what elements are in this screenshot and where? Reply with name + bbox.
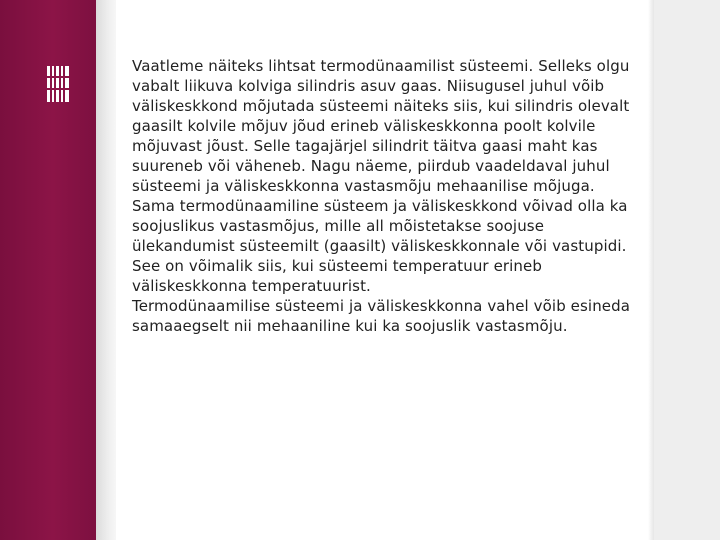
paragraph-mechanical-interaction: Vaatleme näiteks lihtsat termodünaamilist süsteemi. Selleks olgu vabalt liikuva kolviga silindris asuv gaas. Niisugusel juhul võib väliskeskkond mõjutada süsteemi näiteks siis, kui silindris olevalt gaasilt kolvile mõjuv jõud erineb väliskeskkonna poolt kolvile mõjuvast jõust. Selle tagajärjel silindrit täitva gaasi maht kas suureneb või väheneb. Nagu näeme, piirdub vaadeldaval juhul süsteemi ja väliskeskkonna vastasmõju mehaanilise mõjuga. (132, 57, 630, 195)
slide-body-text (132, 56, 632, 336)
grid-logo-icon (47, 66, 69, 102)
paragraph-combined-interaction: Termodünaamilise süsteemi ja väliskeskkonna vahel võib esineda samaaegselt nii mehaaniline kui ka soojuslik vastasmõju. (132, 297, 631, 335)
paragraph-thermal-interaction: Sama termodünaamiline süsteem ja väliskeskkond võivad olla ka soojuslikus vastasmõjus, mille all mõistetakse soojuse ülekandumist süsteemilt (gaasilt) väliskeskkonnale või vastupidi. See on võimalik siis, kui süsteemi temperatuur erineb väliskeskkonna temperatuurist. (132, 197, 628, 295)
left-accent-band (0, 0, 96, 540)
right-gray-band (654, 0, 720, 540)
left-band-shadow (96, 0, 116, 540)
